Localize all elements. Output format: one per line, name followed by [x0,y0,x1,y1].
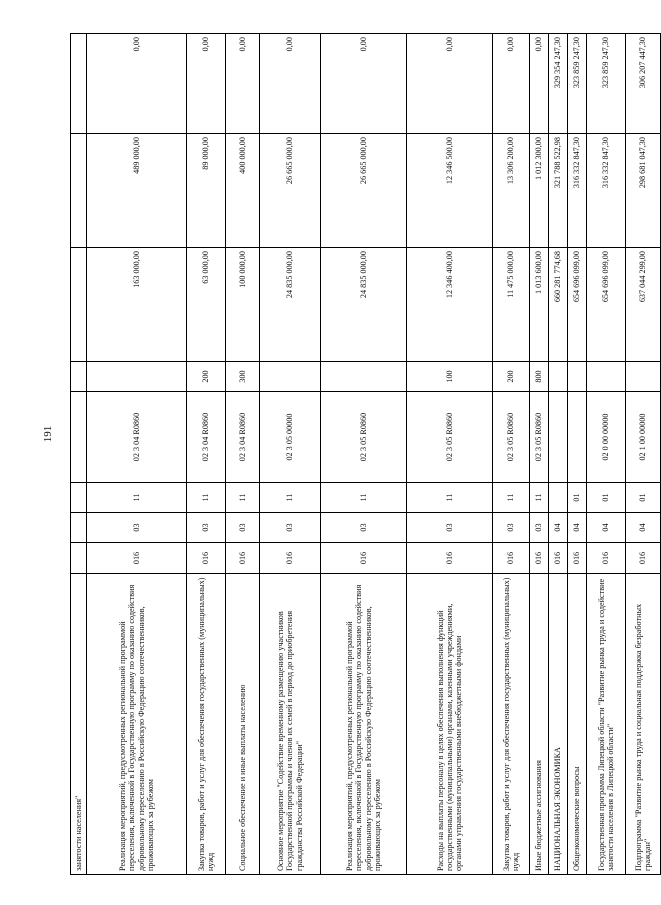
amount-year-3: 323 859 247,30 [568,34,587,134]
expense-type-code [260,362,321,392]
admin-code: 016 [187,543,226,574]
amount-year-3: 0,00 [321,34,407,134]
table-row [549,34,568,875]
admin-code: 016 [549,543,568,574]
amount-year-2: 316 332 847,30 [568,134,587,248]
amount-year-3: 0,00 [493,34,530,134]
admin-code: 016 [407,543,493,574]
subsection-code: 01 [626,483,661,513]
table-row [71,34,87,875]
section-code [71,513,87,543]
expense-type-code [87,362,187,392]
table-row [407,34,493,875]
subsection-code: 11 [87,483,187,513]
expense-type-code: 300 [226,362,260,392]
expense-type-code: 800 [530,362,549,392]
amount-year-3: 0,00 [530,34,549,134]
amount-year-2: 13 306 200,00 [493,134,530,248]
amount-year-2: 26 665 000,00 [321,134,407,248]
row-name: Закупка товаров, работ и услуг для обеспечения государственных (муниципальных) нужд [187,574,226,875]
amount-year-1: 660 281 774,68 [549,248,568,362]
budget-table [70,33,661,875]
admin-code: 016 [226,543,260,574]
amount-year-3 [71,34,87,134]
target-article-code: 02 3 05 R0860 [407,392,493,483]
expense-type-code: 100 [407,362,493,392]
table-body [71,34,661,875]
target-article-code: 02 3 05 R0860 [493,392,530,483]
row-name: НАЦИОНАЛЬНАЯ ЭКОНОМИКА [549,574,568,875]
subsection-code [71,483,87,513]
subsection-code: 11 [407,483,493,513]
amount-year-3: 329 354 247,30 [549,34,568,134]
table-row [187,34,226,875]
expense-type-code [626,362,661,392]
target-article-code: 02 3 05 R0860 [321,392,407,483]
table-row [87,34,187,875]
subsection-code: 11 [226,483,260,513]
amount-year-1 [71,248,87,362]
amount-year-3: 0,00 [87,34,187,134]
expense-type-code [549,362,568,392]
expense-type-code: 200 [187,362,226,392]
amount-year-1: 12 346 400,00 [407,248,493,362]
section-code: 03 [321,513,407,543]
amount-year-2: 298 681 047,30 [626,134,661,248]
section-code: 03 [187,513,226,543]
expense-type-code [71,362,87,392]
target-article-code: 02 3 05 R0860 [530,392,549,483]
section-code: 03 [226,513,260,543]
amount-year-2: 489 000,00 [87,134,187,248]
admin-code: 016 [87,543,187,574]
section-code: 04 [568,513,587,543]
row-name: Реализация мероприятий, предусмотренных региональной программой переселения, включенной в Государственную программу по оказанию содействия добровольному переселению в Российскую Федерацию соотечественников, проживающих за рубежом [321,574,407,875]
amount-year-2: 321 788 522,98 [549,134,568,248]
subsection-code: 11 [530,483,549,513]
amount-year-3: 0,00 [260,34,321,134]
amount-year-2: 89 000,00 [187,134,226,248]
table-row [626,34,661,875]
target-article-code: 02 3 04 R0860 [187,392,226,483]
amount-year-1: 654 696 099,00 [568,248,587,362]
target-article-code: 02 3 05 00000 [260,392,321,483]
expense-type-code: 200 [493,362,530,392]
rotated-page-content [70,34,652,875]
page-number: 191 [42,425,54,443]
subsection-code: 11 [493,483,530,513]
admin-code: 016 [260,543,321,574]
subsection-code: 11 [321,483,407,513]
amount-year-1: 654 696 099,00 [587,248,626,362]
amount-year-1: 11 475 000,00 [493,248,530,362]
amount-year-2: 316 332 847,30 [587,134,626,248]
subsection-code: 11 [187,483,226,513]
amount-year-1: 63 000,00 [187,248,226,362]
section-code: 03 [407,513,493,543]
amount-year-2: 1 012 300,00 [530,134,549,248]
amount-year-2: 26 665 000,00 [260,134,321,248]
admin-code: 016 [493,543,530,574]
row-name: Государственная программа Липецкой области "Развитие рынка труда и содействие занятости населения в Липецкой области" [587,574,626,875]
section-code: 03 [260,513,321,543]
amount-year-3: 0,00 [226,34,260,134]
table-row [260,34,321,875]
row-name: Социальное обеспечение и иные выплаты населению [226,574,260,875]
target-article-code: 02 0 00 00000 [587,392,626,483]
amount-year-2: 12 346 500,00 [407,134,493,248]
row-name: Общеэкономические вопросы [568,574,587,875]
admin-code: 016 [568,543,587,574]
table-row [321,34,407,875]
amount-year-3: 323 859 247,30 [587,34,626,134]
row-name: Расходы на выплаты персоналу в целях обеспечения выполнения функций государственными (муниципальными) органами, казенными учреждениями, органами управления государственными внебюджетными фондами [407,574,493,875]
row-name: Подпрограмма "Развитие рынка труда и социальная поддержка безработных граждан" [626,574,661,875]
target-article-code: 02 3 04 R0860 [226,392,260,483]
admin-code: 016 [530,543,549,574]
section-code: 03 [530,513,549,543]
row-name: занятости населения" [71,574,87,875]
subsection-code: 11 [260,483,321,513]
amount-year-1: 163 000,00 [87,248,187,362]
table-row [226,34,260,875]
amount-year-2: 400 000,00 [226,134,260,248]
admin-code [71,543,87,574]
admin-code: 016 [626,543,661,574]
subsection-code [549,483,568,513]
row-name: Закупка товаров, работ и услуг для обеспечения государственных (муниципальных) нужд [493,574,530,875]
amount-year-1: 637 044 299,00 [626,248,661,362]
amount-year-2 [71,134,87,248]
amount-year-3: 306 207 447,30 [626,34,661,134]
section-code: 04 [626,513,661,543]
amount-year-3: 0,00 [407,34,493,134]
table-row [587,34,626,875]
target-article-code: 02 3 04 R0860 [87,392,187,483]
row-name: Иные бюджетные ассигнования [530,574,549,875]
row-name: Реализация мероприятий, предусмотренных региональной программой переселения, включенной в Государственную программу по оказанию содействия добровольному переселению в Российскую Федерацию соотечественников, проживающих за рубежом [87,574,187,875]
admin-code: 016 [321,543,407,574]
table-row [568,34,587,875]
amount-year-1: 100 000,00 [226,248,260,362]
target-article-code [549,392,568,483]
target-article-code: 02 1 00 00000 [626,392,661,483]
amount-year-3: 0,00 [187,34,226,134]
table-row [530,34,549,875]
expense-type-code [587,362,626,392]
amount-year-1: 24 835 000,00 [321,248,407,362]
subsection-code: 01 [587,483,626,513]
section-code: 03 [493,513,530,543]
expense-type-code [321,362,407,392]
admin-code: 016 [587,543,626,574]
target-article-code [71,392,87,483]
target-article-code [568,392,587,483]
amount-year-1: 24 835 000,00 [260,248,321,362]
row-name: Основное мероприятие "Содействие временному размещению участников Государственной программы и членов их семей в период до приобретения гражданства Российской Федерации" [260,574,321,875]
subsection-code: 01 [568,483,587,513]
expense-type-code [568,362,587,392]
section-code: 03 [87,513,187,543]
amount-year-1: 1 013 600,00 [530,248,549,362]
table-row [493,34,530,875]
section-code: 04 [587,513,626,543]
section-code: 04 [549,513,568,543]
